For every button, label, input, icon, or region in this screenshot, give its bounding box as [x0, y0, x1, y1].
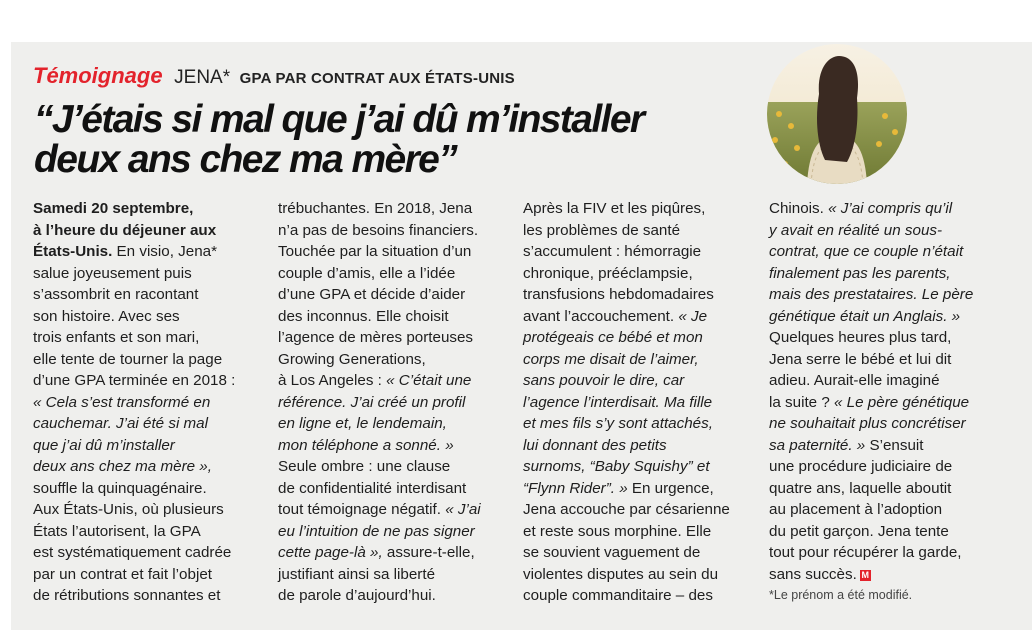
text-run: transfusions hebdomadaires — [523, 286, 714, 303]
text-line — [523, 349, 730, 371]
text-run: S’ensuit — [865, 436, 924, 454]
text-run: chronique, prééclampsie, — [523, 264, 693, 282]
text-line — [33, 220, 235, 242]
text-run: finalement pas les parents, — [769, 264, 951, 282]
text-line — [769, 456, 973, 478]
article-column-4 — [769, 198, 973, 605]
text-line — [523, 241, 730, 263]
text-line — [33, 370, 235, 392]
article-column-3 — [523, 198, 730, 607]
text-line — [33, 392, 235, 414]
text-line — [278, 542, 481, 564]
text-line — [769, 349, 973, 371]
text-run: l’agence l’interdisait. Ma fille — [523, 393, 713, 411]
text-run: États l’autorisent, la GPA — [33, 522, 201, 540]
text-run: En urgence, — [627, 479, 714, 497]
text-run: Seule ombre : une clause — [278, 458, 451, 475]
text-line — [769, 220, 973, 242]
text-line — [769, 478, 973, 500]
text-line — [278, 349, 481, 371]
text-line — [33, 542, 235, 564]
text-line — [33, 284, 235, 306]
kicker — [33, 63, 515, 89]
text-run: trébuchantes. En 2018, Jena — [278, 200, 473, 217]
text-run: mais des prestataires. Le père — [769, 286, 974, 303]
text-line — [769, 435, 973, 457]
text-line — [523, 284, 730, 306]
text-run: s’accumulent : hémorragie — [523, 243, 702, 260]
text-run: n’a pas de besoins financiers. — [278, 221, 479, 239]
text-run: et reste sous morphine. Elle — [523, 522, 712, 540]
text-run: « J’ai compris qu’il — [828, 200, 953, 217]
text-run: protégeais ce bébé et mon — [523, 329, 703, 346]
text-run: référence. J’ai créé un profil — [278, 393, 466, 411]
text-line — [769, 370, 973, 392]
text-run: la suite ? — [769, 393, 835, 411]
text-run: Growing Generations, — [278, 350, 426, 368]
text-line — [278, 198, 481, 220]
text-run: Jena serre le bébé et lui dit — [769, 350, 952, 368]
text-line — [523, 413, 730, 435]
text-run: tout pour récupérer la garde, — [769, 544, 962, 561]
headline-line-2: deux ans chez ma mère” — [34, 138, 457, 181]
text-line — [523, 499, 730, 521]
text-run: au placement à l’adoption — [769, 501, 943, 518]
footnote: *Le prénom a été modifié. — [769, 588, 913, 602]
text-line — [33, 521, 235, 543]
text-line — [523, 198, 730, 220]
text-line — [33, 456, 235, 478]
headline-line-1: “J’étais si mal que j’ai dû m’installer — [34, 98, 644, 141]
text-line — [769, 263, 973, 285]
text-run: couple commanditaire – des — [523, 587, 713, 604]
text-line — [523, 456, 730, 478]
text-line — [769, 542, 973, 564]
text-run: contrat, que ce couple n’était — [769, 243, 964, 260]
text-line — [523, 263, 730, 285]
text-line — [769, 284, 973, 306]
text-run: Jena accouche par césarienne — [523, 501, 730, 518]
text-run: « Cela s’est transformé en — [33, 393, 211, 411]
text-line — [278, 564, 481, 586]
text-run: de confidentialité interdisant — [278, 479, 467, 497]
text-run: corps me disait de l’aimer, — [523, 350, 699, 368]
text-line — [278, 478, 481, 500]
text-run: assure-t-elle, — [382, 544, 475, 561]
text-line — [33, 327, 235, 349]
text-run: Samedi 20 septembre, — [33, 200, 194, 217]
text-line — [33, 198, 235, 220]
text-line — [33, 241, 235, 263]
text-run: par un contrat et fait l’objet — [33, 565, 212, 583]
text-run: lui donnant des petits — [523, 436, 667, 454]
text-line — [523, 220, 730, 242]
text-run: souffle la quinquagénaire. — [33, 479, 207, 497]
text-run: « Je — [678, 307, 708, 325]
text-run: « Le père génétique — [834, 393, 970, 411]
text-run: Aux États-Unis, où plusieurs — [33, 501, 224, 518]
text-line — [769, 413, 973, 435]
text-line — [33, 585, 235, 607]
text-run: l’agence de mères porteuses — [278, 329, 474, 346]
text-line — [33, 263, 235, 285]
text-line — [278, 392, 481, 414]
text-line — [33, 349, 235, 371]
text-run: une procédure judiciaire de — [769, 458, 953, 475]
text-run: à Los Angeles : — [278, 372, 387, 389]
text-line — [769, 241, 973, 263]
section-label: Témoignage — [33, 63, 163, 88]
subject-name: JENA* — [174, 67, 231, 88]
portrait-photo — [767, 44, 907, 184]
text-line — [523, 564, 730, 586]
text-run: en ligne et, le lendemain, — [278, 415, 447, 432]
text-run: couple d’amis, elle a l’idée — [278, 264, 456, 282]
text-line — [278, 306, 481, 328]
text-run: d’une GPA et décide d’aider — [278, 286, 466, 303]
text-run: quatre ans, laquelle aboutit — [769, 479, 952, 497]
text-line — [278, 585, 481, 607]
text-line — [33, 413, 235, 435]
text-line — [769, 327, 973, 349]
text-line — [769, 306, 973, 328]
text-line — [523, 306, 730, 328]
text-line — [523, 370, 730, 392]
text-run: trois enfants et son mari, — [33, 329, 200, 346]
text-run: de rétributions sonnantes et — [33, 587, 221, 604]
text-run: cette page-là », — [278, 544, 383, 561]
text-line — [523, 585, 730, 607]
column-4-lines — [769, 198, 973, 585]
text-line — [278, 521, 481, 543]
text-line — [33, 499, 235, 521]
text-run: salue joyeusement puis — [33, 264, 192, 282]
text-run: « C’était une — [386, 372, 472, 389]
text-run: Quelques heures plus tard, — [769, 329, 952, 346]
article-column-2 — [278, 198, 481, 607]
text-run: les problèmes de santé — [523, 221, 681, 239]
text-line — [523, 327, 730, 349]
text-line — [278, 220, 481, 242]
text-run: à l’heure du déjeuner aux — [33, 221, 217, 239]
text-line — [278, 435, 481, 457]
text-run: violentes disputes au sein du — [523, 565, 719, 583]
text-run: génétique était un Anglais. » — [769, 307, 961, 325]
headline — [34, 100, 694, 180]
text-run: “Flynn Rider”. » — [523, 479, 628, 497]
text-run: se souvient vaguement de — [523, 544, 701, 561]
text-run: mon téléphone a sonné. » — [278, 436, 454, 454]
text-line — [33, 435, 235, 457]
text-run: son histoire. Avec ses — [33, 307, 180, 325]
text-line — [278, 284, 481, 306]
text-run: que j’ai dû m’installer — [33, 436, 175, 454]
text-line — [278, 241, 481, 263]
text-line — [278, 499, 481, 521]
text-line — [769, 499, 973, 521]
text-run: tout témoignage négatif. — [278, 501, 446, 518]
text-run: sans pouvoir le dire, car — [523, 372, 685, 389]
text-run: Après la FIV et les piqûres, — [523, 200, 706, 217]
text-run: eu l’intuition de ne pas signer — [278, 522, 475, 540]
text-run: des inconnus. Elle choisit — [278, 307, 449, 325]
text-run: Chinois. — [769, 200, 829, 217]
text-run: de parole d’aujourd’hui. — [278, 587, 436, 604]
text-run: y avait en réalité un sous- — [769, 221, 943, 239]
text-run: adieu. Aurait-elle imaginé — [769, 372, 940, 389]
text-run: États-Unis. — [33, 243, 113, 260]
text-line — [523, 478, 730, 500]
text-line — [278, 413, 481, 435]
text-run: est systématiquement cadrée — [33, 544, 232, 561]
text-run: deux ans chez ma mère », — [33, 458, 212, 475]
text-run: d’une GPA terminée en 2018 : — [33, 372, 236, 389]
text-run: Touchée par la situation d’un — [278, 243, 472, 260]
topic-label: GPA PAR CONTRAT AUX ÉTATS-UNIS — [239, 70, 515, 87]
text-run: elle tente de tourner la page — [33, 350, 223, 368]
text-line — [33, 306, 235, 328]
text-line — [278, 263, 481, 285]
text-run: du petit garçon. Jena tente — [769, 522, 949, 540]
text-run: s’assombrit en racontant — [33, 286, 199, 303]
text-line — [523, 392, 730, 414]
text-run: sans succès. — [769, 565, 857, 583]
text-run: sa paternité. » — [769, 436, 866, 454]
text-line — [278, 327, 481, 349]
text-line — [278, 456, 481, 478]
text-line — [33, 564, 235, 586]
text-run: cauchemar. J’ai été si mal — [33, 415, 209, 432]
article-column-1 — [33, 198, 235, 607]
text-line — [33, 478, 235, 500]
text-run: justifiant ainsi sa liberté — [278, 565, 436, 583]
text-run: surnoms, “Baby Squishy” et — [523, 458, 710, 475]
text-line — [769, 392, 973, 414]
text-line — [523, 521, 730, 543]
text-line — [523, 435, 730, 457]
text-line — [769, 198, 973, 220]
text-line — [523, 542, 730, 564]
text-run: et mes fils s’y sont attachés, — [523, 415, 713, 432]
text-line — [769, 521, 973, 543]
text-run: avant l’accouchement. — [523, 307, 679, 325]
portrait-woman-in-field-icon — [767, 44, 907, 184]
text-line — [278, 370, 481, 392]
text-run: ne souhaitait plus concrétiser — [769, 415, 966, 432]
end-mark-icon: M — [861, 569, 870, 580]
text-run: « J’ai — [445, 501, 481, 518]
text-run: En visio, Jena* — [112, 243, 218, 260]
text-line — [769, 564, 973, 586]
